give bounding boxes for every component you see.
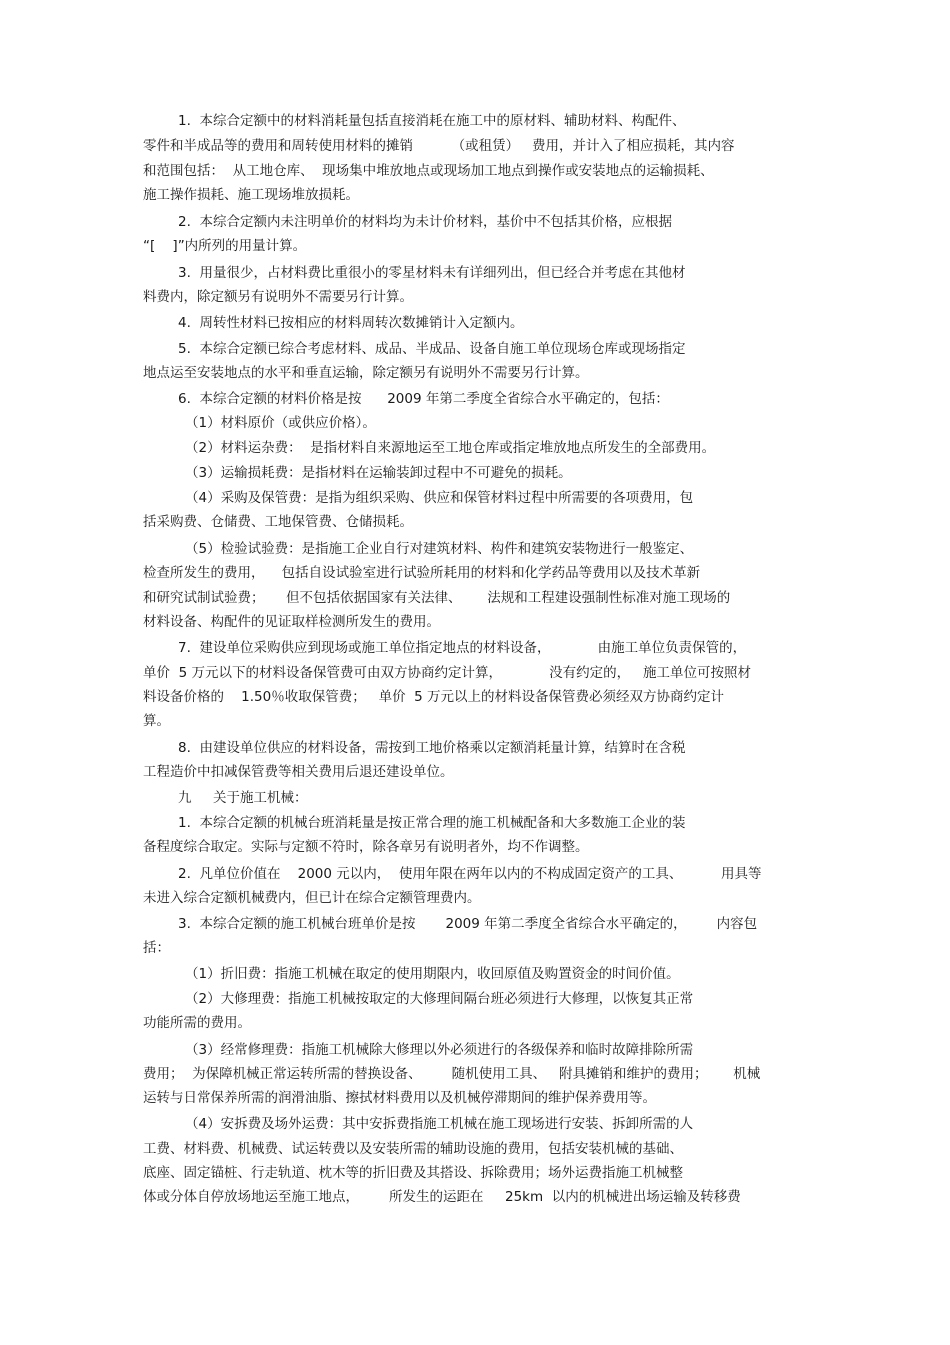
text-line: （2）大修理费：指施工机械按取定的大修理间隔台班必须进行大修理，以恢复其正常 — [185, 991, 694, 1007]
text-line: 工程造价中扣减保管费等相关费用后退还建设单位。 — [143, 764, 454, 780]
text-line: 施工操作损耗、施工现场堆放损耗。 — [143, 187, 359, 203]
text-line: 和范围包括： 从工地仓库、 现场集中堆放地点或现场加工地点到操作或安装地点的运输损耗、 — [143, 163, 714, 179]
text-line: 功能所需的费用。 — [143, 1015, 251, 1031]
text-line: （5）检验试验费：是指施工企业自行对建筑材料、构件和建筑安装物进行一般鉴定、 — [185, 541, 694, 557]
text-line: 地点运至安装地点的水平和垂直运输，除定额另有说明外不需要另行计算。 — [143, 365, 589, 381]
text-line: 4. 周转性材料已按相应的材料周转次数摊销计入定额内。 — [178, 315, 524, 331]
text-line: 和研究试制试验费； 但不包括依据国家有关法律、 法规和工程建设强制性标准对施工现场的 — [143, 590, 731, 606]
text-line: “[ ]”内所列的用量计算。 — [143, 238, 307, 254]
text-line: （4）安拆费及场外运费：其中安拆费指施工机械在施工现场进行安装、拆卸所需的人 — [185, 1116, 694, 1132]
text-line: 单价 5 万元以下的材料设备保管费可由双方协商约定计算， 没有约定的， 施工单位可按照材 — [143, 665, 752, 681]
text-line: 工费、材料费、机械费、试运转费以及安装所需的辅助设施的费用，包括安装机械的基础、 — [143, 1141, 683, 1157]
text-line: 材料设备、构配件的见证取样检测所发生的费用。 — [143, 614, 440, 630]
text-line: 未进入综合定额机械费内，但已计在综合定额管理费内。 — [143, 890, 481, 906]
text-line: （4）采购及保管费：是指为组织采购、供应和保管材料过程中所需要的各项费用，包 — [185, 490, 694, 506]
text-line: 8. 由建设单位供应的材料设备，需按到工地价格乘以定额消耗量计算，结算时在含税 — [178, 740, 686, 756]
text-line: （1）折旧费：指施工机械在取定的使用期限内，收回原值及购置资金的时间价值。 — [185, 966, 680, 982]
text-line: 1. 本综合定额的机械台班消耗量是按正常合理的施工机械配备和大多数施工企业的装 — [178, 815, 686, 831]
text-line: （2）材料运杂费： 是指材料自来源地运至工地仓库或指定堆放地点所发生的全部费用。 — [185, 440, 716, 456]
text-line: 运转与日常保养所需的润滑油脂、擦拭材料费用以及机械停滞期间的维护保养费用等。 — [143, 1090, 656, 1106]
text-line: 2. 凡单位价值在 2000 元以内， 使用年限在两年以内的不构成固定资产的工具、 用具等 — [178, 866, 762, 882]
text-line: 6. 本综合定额的材料价格是按 2009 年第二季度全省综合水平确定的，包括： — [178, 391, 669, 407]
text-line: 备程度综合取定。实际与定额不符时，除各章另有说明者外，均不作调整。 — [143, 839, 589, 855]
text-line: 1. 本综合定额中的材料消耗量包括直接消耗在施工中的原材料、辅助材料、构配件、 — [178, 113, 686, 129]
text-line: 2. 本综合定额内未注明单价的材料均为未计价材料，基价中不包括其价格，应根据 — [178, 214, 672, 230]
text-line: 九 关于施工机械： — [178, 790, 308, 806]
text-line: （3）经常修理费：指施工机械除大修理以外必须进行的各级保养和临时故障排除所需 — [185, 1042, 694, 1058]
text-line: 体或分体自停放场地运至施工地点， 所发生的运距在 25km 以内的机械进出场运输及转移费 — [143, 1189, 741, 1205]
text-line: （3）运输损耗费：是指材料在运输装卸过程中不可避免的损耗。 — [185, 465, 572, 481]
text-line: 算。 — [143, 713, 170, 729]
text-line: （1）材料原价（或供应价格）。 — [185, 415, 376, 431]
text-line: 括采购费、仓储费、工地保管费、仓储损耗。 — [143, 514, 413, 530]
text-line: 料费内，除定额另有说明外不需要另行计算。 — [143, 289, 413, 305]
text-line: 零件和半成品等的费用和周转使用材料的摊销 （或租赁） 费用，并计入了相应损耗，其内容 — [143, 138, 735, 154]
text-line: 料设备价格的 1.50％收取保管费； 单价 5 万元以上的材料设备保管费必须经双方协商约定计 — [143, 689, 725, 705]
text-line: 7. 建设单位采购供应到现场或施工单位指定地点的材料设备， 由施工单位负责保管的， — [178, 640, 747, 656]
text-line: 5. 本综合定额已综合考虑材料、成品、半成品、设备自施工单位现场仓库或现场指定 — [178, 341, 686, 357]
text-line: 3. 用量很少，占材料费比重很小的零星材料未有详细列出，但已经合并考虑在其他材 — [178, 265, 686, 281]
text-line: 括： — [143, 940, 170, 956]
text-line: 底座、固定锚桩、行走轨道、枕木等的折旧费及其搭设、拆除费用；场外运费指施工机械整 — [143, 1165, 683, 1181]
text-line: 3. 本综合定额的施工机械台班单价是按 2009 年第二季度全省综合水平确定的， 内容包 — [178, 916, 758, 932]
text-line: 费用； 为保障机械正常运转所需的替换设备、 随机使用工具、 附具摊销和维护的费用； 机械 — [143, 1066, 761, 1082]
text-line: 检查所发生的费用， 包括自设试验室进行试验所耗用的材料和化学药品等费用以及技术革新 — [143, 565, 701, 581]
